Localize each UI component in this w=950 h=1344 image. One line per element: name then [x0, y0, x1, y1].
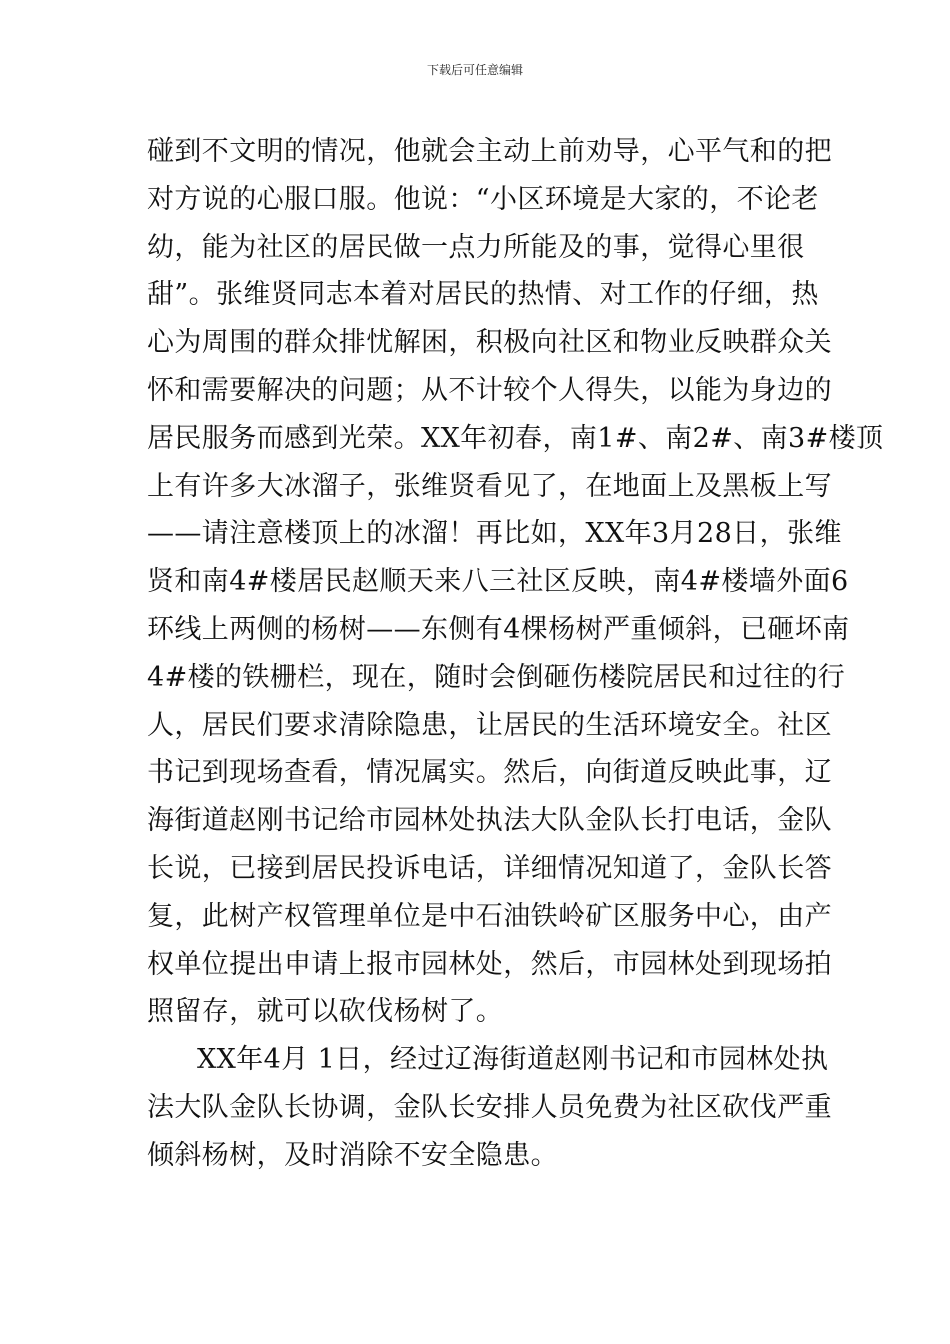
text-line: 上有许多大冰溜子，张维贤看见了，在地面上及黑板上写	[147, 470, 832, 502]
text-line: 4#楼的铁栅栏，现在，随时会倒砸伤楼院居民和过往的行	[147, 661, 846, 693]
text-line: 倾斜杨树，及时消除不安全隐患。	[147, 1139, 558, 1171]
text-line: 书记到现场查看，情况属实。然后，向街道反映此事，辽	[147, 757, 832, 789]
text-line: 对方说的心服口服。他说：“小区环境是大家的，不论老	[147, 183, 819, 215]
text-line: 心为周围的群众排忧解困，积极向社区和物业反映群众关	[147, 327, 832, 359]
text-line: 海街道赵刚书记给市园林处执法大队金队长打电话，金队	[147, 805, 832, 837]
text-line: 居民服务而感到光荣。XX年初春，南1#、南2#、南3#楼顶	[147, 422, 884, 454]
text-line: 怀和需要解决的问题；从不计较个人得失，以能为身边的	[147, 374, 832, 406]
text-line: 权单位提出申请上报市园林处，然后，市园林处到现场拍	[147, 948, 832, 980]
text-line: ——请注意楼顶上的冰溜！再比如，XX年3月28日，张维	[147, 518, 842, 550]
text-line: 甜”。张维贤同志本着对居民的热情、对工作的仔细，热	[147, 279, 819, 311]
text-line: 人，居民们要求清除隐患，让居民的生活环境安全。社区	[147, 709, 832, 741]
text-line: 环线上两侧的杨树——东侧有4棵杨树严重倾斜，已砸坏南	[147, 613, 850, 645]
text-line: 贤和南4#楼居民赵顺天来八三社区反映，南4#楼墙外面6	[147, 566, 849, 598]
text-line: 照留存，就可以砍伐杨树了。	[147, 996, 504, 1028]
paragraph-first-line: XX年4月 1日，经过辽海街道赵刚书记和市园林处执	[197, 1044, 829, 1076]
page-header: 下载后可任意编辑	[426, 63, 523, 77]
body-text	[147, 128, 884, 1180]
text-line: 碰到不文明的情况，他就会主动上前劝导，心平气和的把	[147, 136, 832, 167]
text-line: 法大队金队长协调，金队长安排人员免费为社区砍伐严重	[147, 1091, 832, 1123]
text-line: 长说，已接到居民投诉电话，详细情况知道了，金队长答	[147, 852, 832, 884]
text-line: 幼，能为社区的居民做一点力所能及的事，觉得心里很	[147, 231, 805, 263]
text-line: 复，此树产权管理单位是中石油铁岭矿区服务中心，由产	[147, 900, 832, 932]
